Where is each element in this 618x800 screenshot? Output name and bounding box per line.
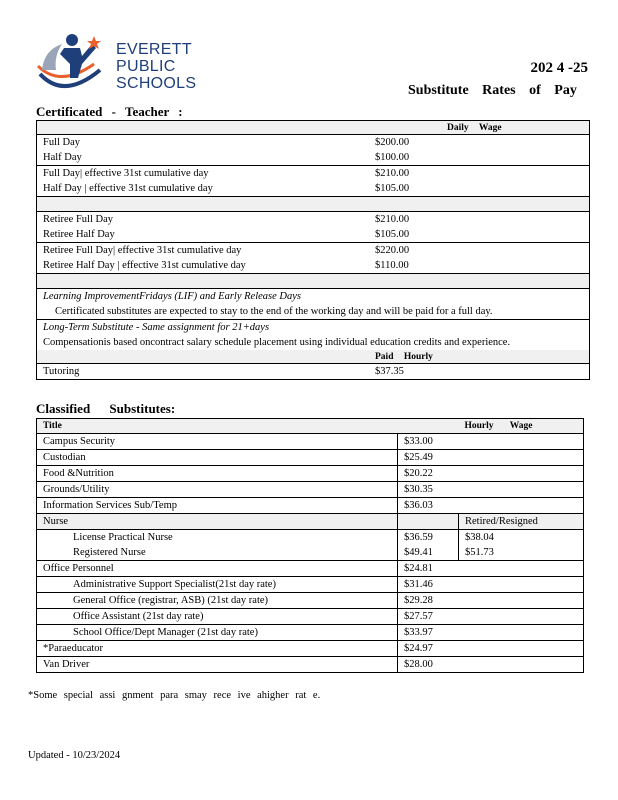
long-term-title: Long-Term Substitute - Same assignment for 21+days [37, 320, 590, 336]
rate-value: $33.97 [398, 625, 459, 641]
table-row [37, 150, 590, 166]
classified-section-title: Classified Substitutes: [36, 401, 176, 416]
table-row [37, 545, 584, 561]
rate-value: $105.00 [375, 229, 410, 240]
table-row [37, 335, 590, 350]
long-term-text: Compensationis based oncontract salary schedule placement using individual education credits and experience. [43, 337, 511, 348]
rate-label: Full Day [37, 135, 370, 151]
logo-wordmark [116, 41, 196, 92]
rate-label: Retiree Full Day [37, 212, 370, 228]
table-row [37, 609, 584, 625]
table-row [37, 304, 590, 320]
rate-label: Food &Nutrition [37, 466, 398, 482]
rate-value: $28.00 [398, 657, 459, 673]
certificated-rates-table [36, 120, 590, 380]
table-row [37, 593, 584, 609]
table-row [37, 364, 590, 380]
tutoring-label: Tutoring [37, 364, 370, 380]
table-header-row [37, 419, 584, 434]
classified-rates-table [36, 418, 584, 673]
rate-label: Retiree Full Day| effective 31st cumulative day [37, 243, 370, 259]
footnote: *Some special assi gnment para smay rece ive ahigher rat e. [28, 690, 321, 701]
table-row [37, 320, 590, 336]
rate-value: $100.00 [375, 152, 410, 163]
rate-label: Retiree Half Day | effective 31st cumulative day [43, 260, 246, 271]
table-row [37, 166, 590, 182]
page-title: Substitute Rates of Pay [408, 83, 577, 98]
rate-label: School Office/Dept Manager (21st day rate) [37, 625, 398, 641]
rate-value: $24.97 [398, 641, 459, 657]
rate-label: *Paraeducator [37, 641, 398, 657]
table-row [37, 641, 584, 657]
rate-value: $29.28 [398, 593, 459, 609]
table-row [37, 181, 590, 197]
table-row [37, 530, 584, 546]
rate-value: $27.57 [398, 609, 459, 625]
rate-value: $105.00 [375, 183, 410, 194]
rate-value: $110.00 [375, 260, 409, 271]
table-row [37, 258, 590, 274]
rate-value: $220.00 [369, 243, 441, 259]
office-label: Office Personnel [37, 561, 398, 577]
rate-label: Registered Nurse [37, 545, 398, 561]
table-row [37, 135, 590, 151]
rate-value: $20.22 [398, 466, 459, 482]
updated-date: Updated - 10/23/2024 [28, 750, 121, 761]
rate-value: $30.35 [398, 482, 459, 498]
table-row [37, 577, 584, 593]
rate-label: Administrative Support Specialist(21st day rate) [37, 577, 398, 593]
nurse-label: Nurse [37, 514, 398, 530]
rate-value: $210.00 [369, 166, 441, 182]
paid-hourly-header: Paid Hourly [369, 350, 590, 364]
rate-value: $25.49 [398, 450, 459, 466]
retired-value: $51.73 [465, 547, 494, 558]
rate-value: $31.46 [398, 577, 459, 593]
retired-header: Retired/Resigned [459, 514, 584, 530]
rate-value: $49.41 [398, 545, 459, 561]
table-row [37, 466, 584, 482]
rate-label: Office Assistant (21st day rate) [37, 609, 398, 625]
rate-label: Custodian [37, 450, 398, 466]
table-row [37, 514, 584, 530]
table-row [37, 243, 590, 259]
rate-value: $36.59 [398, 530, 459, 546]
rate-value: $33.00 [398, 434, 459, 450]
rate-label: Full Day| effective 31st cumulative day [37, 166, 370, 182]
office-value: $24.81 [398, 561, 459, 577]
table-header-row [37, 121, 590, 135]
rate-label: General Office (registrar, ASB) (21st day rate) [37, 593, 398, 609]
district-logo [34, 30, 197, 96]
rate-label: Half Day | effective 31st cumulative day [43, 183, 213, 194]
logo-line-3: SCHOOLS [116, 75, 197, 92]
school-year: 202 4 -25 [530, 60, 588, 76]
rate-label: Half Day [43, 152, 82, 163]
table-row [37, 212, 590, 228]
hourly-wage-header: Hourly Wage [459, 419, 584, 434]
certificated-section-title: Certificated - Teacher : [36, 104, 183, 119]
rate-value: $210.00 [369, 212, 441, 228]
table-row [37, 498, 584, 514]
rate-label: Campus Security [37, 434, 398, 450]
tutoring-value: $37.35 [369, 364, 441, 380]
table-header-row [37, 350, 590, 364]
rate-value: $36.03 [398, 498, 459, 514]
logo-emblem-icon [34, 30, 114, 96]
table-separator [37, 197, 590, 212]
table-row [37, 625, 584, 641]
table-row [37, 561, 584, 577]
retired-value: $38.04 [465, 532, 494, 543]
rate-value: $200.00 [369, 135, 441, 151]
lif-title: Learning ImprovementFridays (LIF) and Early Release Days [37, 289, 590, 305]
rate-label: License Practical Nurse [37, 530, 398, 546]
rate-label: Van Driver [37, 657, 398, 673]
rate-label: Retiree Half Day [43, 229, 115, 240]
rate-label: Grounds/Utility [37, 482, 398, 498]
table-row [37, 289, 590, 305]
table-row [37, 227, 590, 243]
table-row [37, 450, 584, 466]
lif-text: Certificated substitutes are expected to stay to the end of the working day and will be paid for a full day. [55, 306, 493, 317]
daily-wage-header: Daily Wage [441, 121, 590, 135]
title-header: Title [37, 419, 398, 434]
table-row [37, 657, 584, 673]
rate-label: Information Services Sub/Temp [37, 498, 398, 514]
logo-line-1: EVERETT [116, 41, 192, 58]
logo-line-2: PUBLIC [116, 58, 176, 75]
table-row [37, 482, 584, 498]
table-separator [37, 274, 590, 289]
table-row [37, 434, 584, 450]
